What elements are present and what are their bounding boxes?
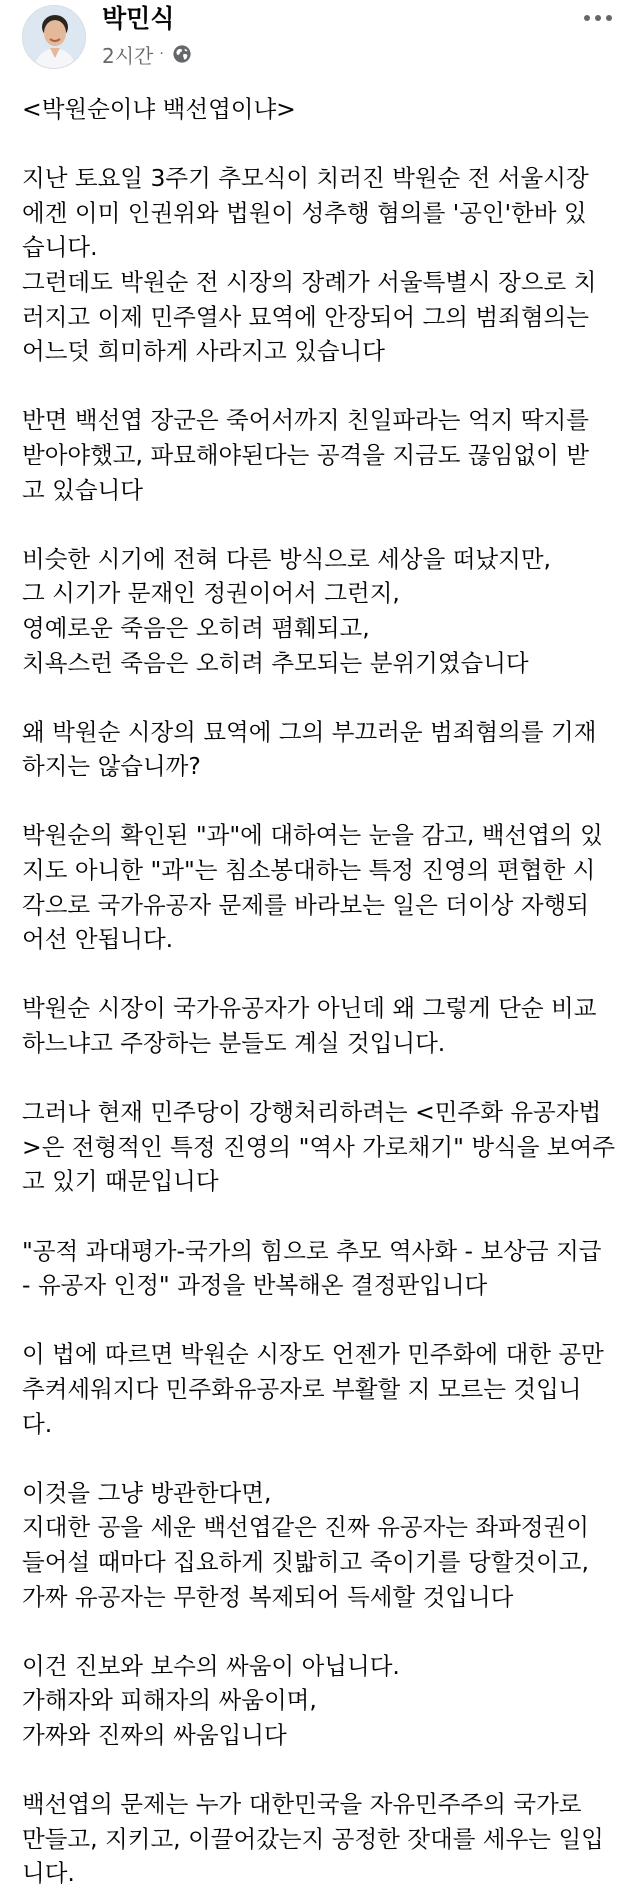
post-line: 가짜 유공자는 무한정 복제되어 득세할 것입니다 [22,1582,514,1611]
post-line: 영예로운 죽음은 오히려 폄훼되고, [22,613,370,642]
post-line: 이것을 그냥 방관한다면, [22,1478,272,1507]
post-blank-line [22,784,622,819]
post-line: 그러나 현재 민주당이 강행처리하려는 <민주화 유공자법 [22,1098,602,1127]
post-line: 지대한 공을 세운 백선엽같은 진짜 유공자는 좌파정권이 [22,1513,589,1542]
author-avatar[interactable] [22,5,86,69]
post-blank-line [22,1303,622,1338]
post-line: 백선엽의 문제는 누가 대한민국을 자유민주주의 국가로 [22,1790,582,1819]
post-line: 습니다. [22,233,98,262]
post-line: 만들고, 지키고, 이끌어갔는지 공정한 잣대를 세우는 일입 [22,1824,604,1853]
post-line: 반면 백선엽 장군은 죽어서까지 친일파라는 억지 딱지를 [22,406,589,435]
post-blank-line [22,1614,622,1649]
post-line: 비슷한 시기에 전혀 다른 방식으로 세상을 떠났지만, [22,544,552,573]
post-blank-line [22,680,622,715]
post-blank-line [22,1753,622,1788]
post-line: 러지고 이제 민주열사 묘역에 안장되어 그의 범죄혐의는 [22,302,589,331]
post-line: "공적 과대평가-국가의 힘으로 추모 역사화 - 보상금 지급 [22,1236,602,1265]
post-line: 어선 안됩니다. [22,925,174,954]
post-line: 치욕스런 죽음은 오히려 추모되는 분위기였습니다 [22,648,529,677]
globe-icon[interactable] [172,44,192,64]
post-blank-line [22,957,622,992]
post-line: 그런데도 박원순 전 시장의 장례가 서울특별시 장으로 치 [22,267,597,296]
post-line: 받아야했고, 파묘해야된다는 공격을 지금도 끊임없이 받 [22,440,589,469]
post-line: 지도 아니한 "과"는 침소봉대하는 특정 진영의 편협한 시 [22,856,596,885]
post-line: 추켜세워지다 민주화유공자로 부활할 지 모르는 것입니 [22,1374,582,1403]
post-blank-line [22,1441,622,1476]
post-line: 니다. [22,1859,75,1888]
post-blank-line [22,369,622,404]
post-blank-line [22,127,622,162]
post-line: 고 있습니다 [22,475,143,504]
post-blank-line [22,507,622,542]
post-blank-line [22,1199,622,1234]
post-line: 어느덧 희미하게 사라지고 있습니다 [22,337,385,366]
more-horizontal-icon [583,14,613,22]
more-options-button[interactable] [576,4,620,32]
post-meta [102,40,192,68]
post-line: 그 시기가 문재인 정권이어서 그런지, [22,579,400,608]
post-header [0,0,640,80]
post-line: 이건 진보와 보수의 싸움이 아닙니다. [22,1651,400,1680]
post-line: 하지는 않습니까? [22,752,201,781]
post-line: 각으로 국가유공자 문제를 바라보는 일은 더이상 자행되 [22,890,589,919]
post-line: 이 법에 따르면 박원순 시장도 언젠가 민주화에 대한 공만 [22,1340,604,1369]
post-blank-line [22,1061,622,1096]
post-line: 하느냐고 주장하는 분들도 계실 것입니다. [22,1029,446,1058]
author-name[interactable]: 박민식 [102,4,175,33]
post-line: 가해자와 피해자의 싸움이며, [22,1686,317,1715]
post-line: 왜 박원순 시장의 묘역에 그의 부끄러운 범죄혐의를 기재 [22,717,597,746]
post-line: 박원순 시장이 국가유공자가 아닌데 왜 그렇게 단순 비교 [22,994,597,1023]
meta-separator: · [159,46,164,62]
post-line: 고 있기 때문입니다 [22,1167,219,1196]
post-line: >은 전형적인 특정 진영의 "역사 가로채기" 방식을 보여주 [22,1132,616,1161]
post-line: 들어설 때마다 집요하게 짓밟히고 죽이기를 당할것이고, [22,1547,589,1576]
post-line: 가짜와 진짜의 싸움입니다 [22,1720,287,1749]
post-line: - 유공자 인정" 과정을 반복해온 결정판입니다 [22,1271,488,1300]
post-time[interactable]: 2시간 [102,43,154,68]
post-line: 에겐 이미 인권위와 법원이 성추행 혐의를 '공인'한바 있 [22,198,587,227]
post-line: <박원순이냐 백선엽이냐> [22,95,296,123]
post-line: 지난 토요일 3주기 추모식이 치러진 박원순 전 서울시장 [22,164,589,193]
post-line: 박원순의 확인된 "과"에 대하여는 눈을 감고, 백선엽의 있 [22,821,603,850]
post-line: 다. [22,1409,53,1438]
profile-photo [23,6,86,69]
post-body [22,92,622,1891]
